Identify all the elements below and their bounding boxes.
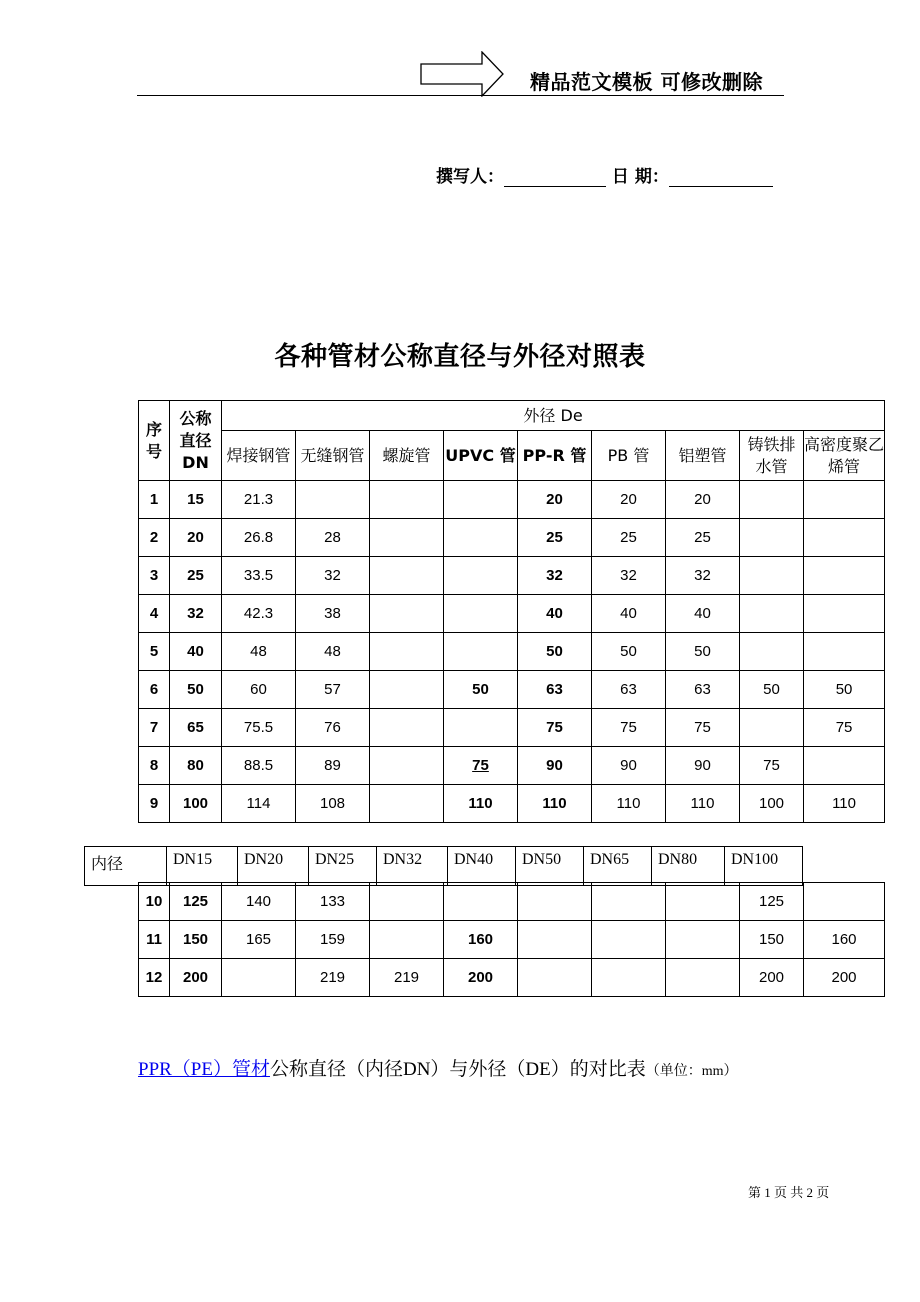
author-label: 撰写人： — [436, 167, 504, 187]
od-cell: 110 — [444, 785, 518, 823]
od-cell — [370, 709, 444, 747]
row-seq: 3 — [139, 557, 170, 595]
od-cell: 63 — [666, 671, 740, 709]
od-cell: 20 — [666, 481, 740, 519]
od-cell: 20 — [592, 481, 666, 519]
od-cell — [444, 709, 518, 747]
row-dn: 100 — [170, 785, 222, 823]
od-group-header: 外径 De — [222, 401, 885, 431]
od-cell: 76 — [296, 709, 370, 747]
od-cell: 159 — [296, 921, 370, 959]
inner-diameter-label: 内径 — [85, 847, 167, 886]
od-cell — [804, 557, 885, 595]
pipe-type-header: PP-R 管 — [518, 431, 592, 481]
od-cell: 32 — [666, 557, 740, 595]
od-cell — [592, 959, 666, 997]
od-cell — [444, 557, 518, 595]
page-number: 第 1 页 共 2 页 — [748, 1185, 830, 1200]
od-cell — [444, 595, 518, 633]
row-seq: 11 — [139, 921, 170, 959]
od-cell: 57 — [296, 671, 370, 709]
od-cell — [804, 481, 885, 519]
row-seq: 6 — [139, 671, 170, 709]
footnote-text: 公称直径（内径DN）与外径（DE）的对比表 — [269, 1059, 646, 1080]
od-cell — [740, 557, 804, 595]
od-cell: 108 — [296, 785, 370, 823]
pipe-type-header: 高密度聚乙烯管 — [804, 431, 885, 481]
od-cell: 32 — [592, 557, 666, 595]
row-seq: 12 — [139, 959, 170, 997]
od-cell: 200 — [444, 959, 518, 997]
od-cell — [666, 921, 740, 959]
row-dn: 50 — [170, 671, 222, 709]
od-cell: 48 — [296, 633, 370, 671]
od-cell — [370, 519, 444, 557]
pipe-type-header: 铝塑管 — [666, 431, 740, 481]
date-blank — [669, 168, 773, 187]
row-seq: 7 — [139, 709, 170, 747]
od-cell: 150 — [740, 921, 804, 959]
od-cell — [370, 747, 444, 785]
od-cell: 50 — [592, 633, 666, 671]
od-cell: 219 — [296, 959, 370, 997]
od-cell: 40 — [592, 595, 666, 633]
table-header-row — [139, 401, 885, 431]
od-cell: 200 — [804, 959, 885, 997]
od-cell: 50 — [444, 671, 518, 709]
arrow-right-icon — [420, 51, 504, 97]
inner-diameter-table — [84, 846, 803, 886]
row-seq: 9 — [139, 785, 170, 823]
od-cell: 25 — [518, 519, 592, 557]
col-dn-header: 公称直径DN — [170, 401, 222, 481]
od-cell: 60 — [222, 671, 296, 709]
od-cell: 110 — [666, 785, 740, 823]
table-row — [139, 481, 885, 519]
table-row — [139, 595, 885, 633]
od-cell — [370, 921, 444, 959]
col-seq-header: 序号 — [139, 401, 170, 481]
od-cell: 110 — [592, 785, 666, 823]
od-cell: 100 — [740, 785, 804, 823]
od-cell: 26.8 — [222, 519, 296, 557]
od-cell — [740, 709, 804, 747]
od-cell: 133 — [296, 883, 370, 921]
row-dn: 150 — [170, 921, 222, 959]
table-row — [139, 921, 885, 959]
table-row — [139, 633, 885, 671]
od-cell — [444, 481, 518, 519]
row-seq: 1 — [139, 481, 170, 519]
inner-diameter-cell: DN32 — [377, 847, 448, 886]
od-cell: 75 — [592, 709, 666, 747]
od-cell — [370, 671, 444, 709]
row-seq: 2 — [139, 519, 170, 557]
od-cell: 40 — [666, 595, 740, 633]
od-cell — [804, 633, 885, 671]
inner-diameter-cell: DN100 — [725, 847, 803, 886]
od-cell: 75 — [804, 709, 885, 747]
od-cell: 160 — [804, 921, 885, 959]
od-cell: 114 — [222, 785, 296, 823]
header-divider — [137, 95, 784, 96]
od-cell — [518, 959, 592, 997]
od-cell: 110 — [518, 785, 592, 823]
pipe-table — [138, 400, 885, 823]
table-row — [139, 959, 885, 997]
od-cell: 50 — [804, 671, 885, 709]
pipe-type-header: UPVC 管 — [444, 431, 518, 481]
inner-diameter-cell: DN50 — [516, 847, 584, 886]
od-cell — [592, 921, 666, 959]
row-dn: 200 — [170, 959, 222, 997]
date-label: 日 期： — [611, 167, 669, 187]
table-row — [139, 785, 885, 823]
od-cell: 75 — [444, 747, 518, 785]
od-cell: 90 — [592, 747, 666, 785]
od-cell: 160 — [444, 921, 518, 959]
od-cell: 28 — [296, 519, 370, 557]
table-row — [139, 709, 885, 747]
inner-diameter-cell: DN80 — [652, 847, 725, 886]
od-cell — [666, 883, 740, 921]
inner-diameter-cell: DN20 — [238, 847, 309, 886]
table-row — [139, 519, 885, 557]
od-cell — [370, 557, 444, 595]
table-row — [139, 883, 885, 921]
pipe-table-continued — [138, 882, 885, 997]
pipe-type-header: 焊接钢管 — [222, 431, 296, 481]
od-cell: 165 — [222, 921, 296, 959]
row-dn: 65 — [170, 709, 222, 747]
od-cell — [804, 747, 885, 785]
od-cell: 25 — [592, 519, 666, 557]
od-cell: 75 — [740, 747, 804, 785]
od-cell: 75 — [518, 709, 592, 747]
row-dn: 25 — [170, 557, 222, 595]
inner-diameter-row — [85, 847, 803, 886]
od-cell: 75 — [666, 709, 740, 747]
od-cell — [518, 883, 592, 921]
od-cell: 125 — [740, 883, 804, 921]
od-cell: 200 — [740, 959, 804, 997]
od-cell: 88.5 — [222, 747, 296, 785]
row-seq: 8 — [139, 747, 170, 785]
pipe-type-header: 铸铁排水管 — [740, 431, 804, 481]
pipe-type-header: 螺旋管 — [370, 431, 444, 481]
od-cell — [296, 481, 370, 519]
ppr-pipe-link[interactable]: PPR（PE）管材 — [138, 1059, 270, 1080]
od-cell: 89 — [296, 747, 370, 785]
od-cell: 32 — [518, 557, 592, 595]
od-cell — [370, 595, 444, 633]
pipe-type-header: PB 管 — [592, 431, 666, 481]
od-cell: 21.3 — [222, 481, 296, 519]
od-cell — [444, 883, 518, 921]
od-cell: 48 — [222, 633, 296, 671]
od-cell: 25 — [666, 519, 740, 557]
od-cell — [740, 481, 804, 519]
table-row — [139, 557, 885, 595]
pipe-type-header: 无缝钢管 — [296, 431, 370, 481]
od-cell: 63 — [592, 671, 666, 709]
od-cell — [518, 921, 592, 959]
od-cell — [592, 883, 666, 921]
table-row — [139, 671, 885, 709]
od-cell: 33.5 — [222, 557, 296, 595]
od-cell — [444, 519, 518, 557]
inner-diameter-cell: DN25 — [309, 847, 377, 886]
od-cell — [804, 595, 885, 633]
od-cell: 20 — [518, 481, 592, 519]
od-cell — [804, 883, 885, 921]
od-cell: 38 — [296, 595, 370, 633]
inner-diameter-cell: DN40 — [448, 847, 516, 886]
od-cell: 110 — [804, 785, 885, 823]
page-title: 各种管材公称直径与外径对照表 — [274, 342, 646, 372]
od-cell — [444, 633, 518, 671]
row-dn: 125 — [170, 883, 222, 921]
od-cell: 50 — [666, 633, 740, 671]
od-cell: 50 — [740, 671, 804, 709]
od-cell: 42.3 — [222, 595, 296, 633]
row-dn: 15 — [170, 481, 222, 519]
row-dn: 40 — [170, 633, 222, 671]
author-date-row — [436, 162, 773, 187]
od-cell — [222, 959, 296, 997]
footnote-unit: （单位：mm） — [645, 1064, 738, 1079]
author-blank — [504, 168, 606, 187]
inner-diameter-cell: DN15 — [167, 847, 238, 886]
footnote — [138, 1054, 738, 1081]
od-cell — [370, 883, 444, 921]
od-cell: 50 — [518, 633, 592, 671]
od-cell: 40 — [518, 595, 592, 633]
inner-diameter-cell: DN65 — [584, 847, 652, 886]
od-cell — [740, 519, 804, 557]
od-cell: 75.5 — [222, 709, 296, 747]
od-cell — [370, 481, 444, 519]
od-cell: 140 — [222, 883, 296, 921]
table-row — [139, 747, 885, 785]
od-cell — [740, 633, 804, 671]
header-banner-text: 精品范文模板 可修改删除 — [530, 70, 763, 94]
row-dn: 32 — [170, 595, 222, 633]
row-dn: 20 — [170, 519, 222, 557]
od-cell: 32 — [296, 557, 370, 595]
row-dn: 80 — [170, 747, 222, 785]
row-seq: 4 — [139, 595, 170, 633]
od-cell: 90 — [666, 747, 740, 785]
row-seq: 10 — [139, 883, 170, 921]
od-cell — [666, 959, 740, 997]
od-cell — [370, 633, 444, 671]
pipe-type-row — [139, 431, 885, 481]
od-cell — [740, 595, 804, 633]
od-cell — [804, 519, 885, 557]
od-cell: 63 — [518, 671, 592, 709]
od-cell: 90 — [518, 747, 592, 785]
row-seq: 5 — [139, 633, 170, 671]
od-cell: 219 — [370, 959, 444, 997]
od-cell — [370, 785, 444, 823]
